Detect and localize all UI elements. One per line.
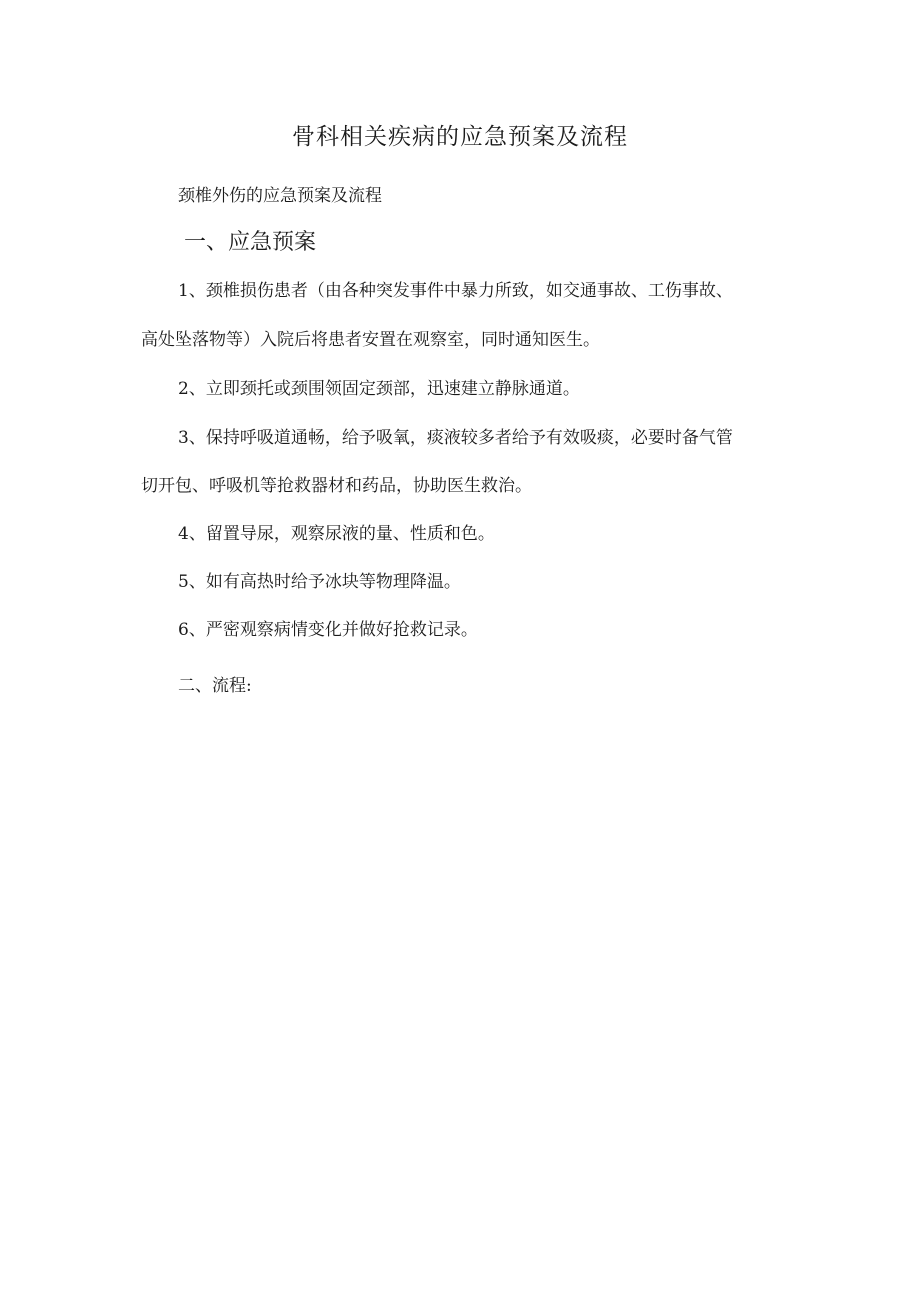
plan-item-2: 2、立即颈托或颈围领固定颈部，迅速建立静脉通道。 (178, 379, 580, 399)
plan-item-4: 4、留置导尿，观察尿液的量、性质和色。 (178, 524, 495, 544)
plan-item-1-line-2: 高处坠落物等）入院后将患者安置在观察室，同时通知医生。 (141, 330, 600, 350)
document-title: 骨科相关疾病的应急预案及流程 (292, 124, 628, 150)
plan-item-3-line-2: 切开包、呼吸机等抢救器材和药品，协助医生救治。 (141, 476, 532, 496)
plan-item-1-line-1: 1、颈椎损伤患者（由各种突发事件中暴力所致，如交通事故、工伤事故、 (178, 281, 733, 301)
plan-item-5: 5、如有高热时给予冰块等物理降温。 (178, 572, 461, 592)
plan-item-6: 6、严密观察病情变化并做好抢救记录。 (178, 620, 478, 640)
plan-item-3-line-1: 3、保持呼吸道通畅，给予吸氧，痰液较多者给予有效吸痰，必要时备气管 (178, 428, 733, 448)
section-heading-emergency-plan: 一、应急预案 (184, 230, 317, 255)
document-subtitle: 颈椎外伤的应急预案及流程 (178, 186, 382, 206)
section-heading-process: 二、流程: (178, 676, 252, 696)
